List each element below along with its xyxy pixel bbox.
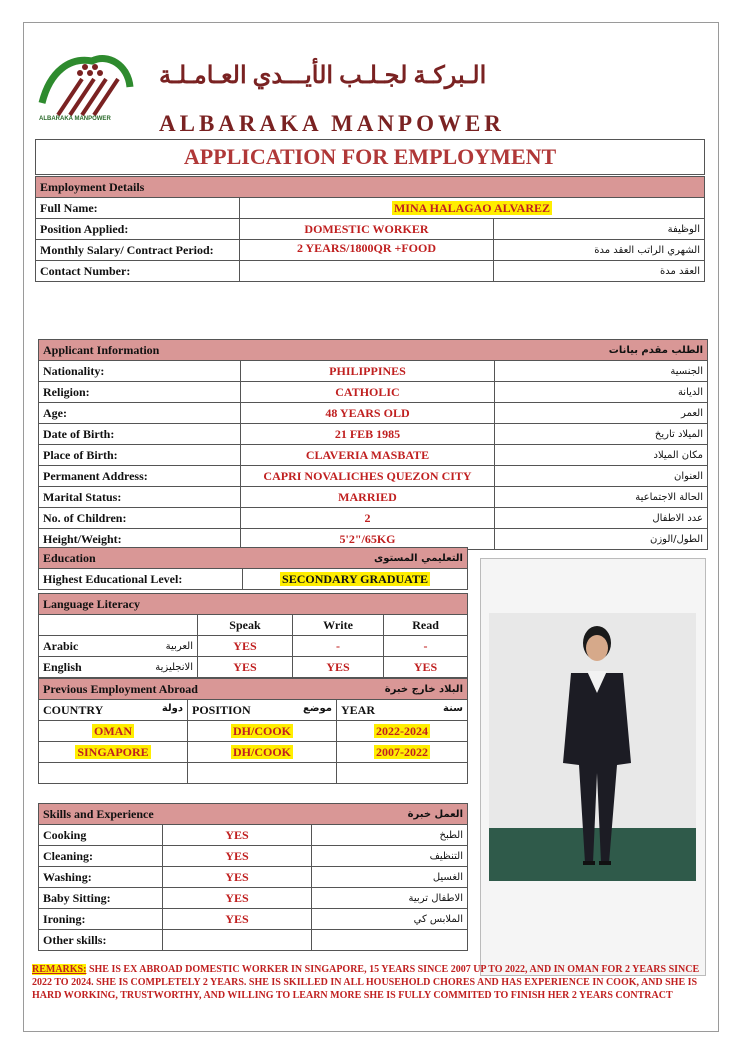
table-row: [39, 742, 468, 763]
salary-value: 2 YEARS/1800QR +FOOD: [240, 240, 494, 261]
year-value: 2007-2022: [337, 742, 468, 763]
country-value: OMAN: [39, 721, 188, 742]
remarks-text: SHE IS EX ABROAD DOMESTIC WORKER IN SINGAPORE, 15 YEARS SINCE 2007 UP TO 2022, AND IN OMAN FOR 2 YEARS SINCE 2022 TO 2024. SHE IS COMPLETELY 2 YEARS. SHE IS SKILLED IN ALL HOUSEHOLD CHORES AND HAS EXPERIENCE IN COOK, AND SHE IS HARD WORKING, TRUSTWORTHY, AND WILLING TO LEARN MORE SHE IS FULLY COMMITED TO FINISH HER 2 YEARS CONTRACT: [32, 964, 700, 1001]
skills-table: [38, 803, 468, 951]
skill-label-ar: الملابس كي: [312, 909, 468, 930]
contact-label: Contact Number:: [36, 261, 240, 282]
skill-value: YES: [163, 825, 312, 846]
row-label-ar: الحالة الاجتماعية: [495, 487, 708, 508]
row-value: 2: [241, 508, 495, 529]
col-year: YEAR سنة: [337, 700, 468, 721]
read-value: YES: [384, 657, 468, 678]
education-heading: Education: [39, 548, 243, 569]
position-label: Position Applied:: [36, 219, 240, 240]
table-row: [39, 382, 708, 403]
row-label-ar: الميلاد تاريخ: [495, 424, 708, 445]
table-row: [39, 636, 468, 657]
table-row: [39, 569, 468, 590]
skill-label-ar: الغسيل: [312, 867, 468, 888]
row-label: Height/Weight:: [39, 529, 241, 550]
skill-value: YES: [163, 867, 312, 888]
position-value: DOMESTIC WORKER: [240, 219, 494, 240]
company-name-english: ALBARAKA MANPOWER: [159, 111, 505, 136]
position-value: DH/COOK: [188, 742, 337, 763]
col-speak: Speak: [198, 615, 293, 636]
language-name: English: [39, 657, 130, 678]
write-value: YES: [292, 657, 383, 678]
company-logo: [36, 43, 136, 119]
country-value: SINGAPORE: [39, 742, 188, 763]
skills-heading: Skills and Experience: [39, 804, 312, 825]
employment-heading: Employment Details: [36, 177, 705, 198]
position-label-ar: الوظيفة: [494, 219, 705, 240]
row-value: 48 YEARS OLD: [241, 403, 495, 424]
row-label-ar: العمر: [495, 403, 708, 424]
table-row: [39, 487, 708, 508]
skills-heading-ar: العمل خبرة: [312, 804, 468, 825]
position-value: DH/COOK: [188, 721, 337, 742]
blank-cell: [337, 763, 468, 784]
row-label-ar: عدد الاطفال: [495, 508, 708, 529]
table-row: [39, 657, 468, 678]
skill-label: Ironing:: [39, 909, 163, 930]
table-row: [36, 219, 705, 240]
table-row: [39, 930, 468, 951]
write-value: -: [292, 636, 383, 657]
language-name-ar: العربية: [129, 636, 198, 657]
full-name-value: MINA HALAGAO ALVAREZ: [240, 198, 705, 219]
table-row: [39, 361, 708, 382]
previous-heading-ar: البلاد خارج خبرة: [337, 679, 468, 700]
skill-value: YES: [163, 846, 312, 867]
table-row: [39, 888, 468, 909]
row-label-ar: العنوان: [495, 466, 708, 487]
col-write: Write: [292, 615, 383, 636]
row-value: MARRIED: [241, 487, 495, 508]
table-row: [39, 867, 468, 888]
row-label: Permanent Address:: [39, 466, 241, 487]
remarks-label: REMARKS:: [32, 964, 87, 975]
blank-cell: [39, 615, 130, 636]
row-label-ar: الطول/الوزن: [495, 529, 708, 550]
col-position: POSITION موضع: [188, 700, 337, 721]
contact-value: [240, 261, 494, 282]
skill-value: [163, 930, 312, 951]
application-sheet: [23, 22, 719, 1032]
row-label-ar: مكان الميلاد: [495, 445, 708, 466]
row-label: Marital Status:: [39, 487, 241, 508]
education-value: SECONDARY GRADUATE: [243, 569, 468, 590]
row-value: 21 FEB 1985: [241, 424, 495, 445]
salary-label: Monthly Salary/ Contract Period:: [36, 240, 240, 261]
row-value: CLAVERIA MASBATE: [241, 445, 495, 466]
row-value: PHILIPPINES: [241, 361, 495, 382]
remarks: [32, 963, 708, 1002]
skill-label: Other skills:: [39, 930, 163, 951]
row-label: No. of Children:: [39, 508, 241, 529]
skill-label: Washing:: [39, 867, 163, 888]
language-name: Arabic: [39, 636, 130, 657]
skill-label-ar: التنظيف: [312, 846, 468, 867]
col-read: Read: [384, 615, 468, 636]
table-row: [39, 403, 708, 424]
row-label-ar: الجنسية: [495, 361, 708, 382]
skill-label-ar: [312, 930, 468, 951]
previous-employment-table: [38, 678, 468, 784]
language-table: [38, 593, 468, 678]
year-value: 2022-2024: [337, 721, 468, 742]
table-row: [39, 445, 708, 466]
skill-label-ar: الاطفال تربية: [312, 888, 468, 909]
table-row: [36, 261, 705, 282]
skill-label: Cleaning:: [39, 846, 163, 867]
row-value: CATHOLIC: [241, 382, 495, 403]
applicant-heading: Applicant Information: [39, 340, 495, 361]
row-value: CAPRI NOVALICHES QUEZON CITY: [241, 466, 495, 487]
table-row: [39, 846, 468, 867]
row-label-ar: الديانة: [495, 382, 708, 403]
table-row: [36, 240, 705, 261]
blank-cell: [129, 615, 198, 636]
applicant-info-table: [38, 339, 708, 550]
employment-details-table: [35, 176, 705, 282]
row-value: 5'2"/65KG: [241, 529, 495, 550]
previous-heading: Previous Employment Abroad: [39, 679, 337, 700]
language-heading: Language Literacy: [39, 594, 468, 615]
table-row: [39, 763, 468, 784]
logo-caption: ALBARAKA MANPOWER: [39, 116, 111, 122]
contact-label-ar: العقد مدة: [494, 261, 705, 282]
table-row: [39, 466, 708, 487]
education-label: Highest Educational Level:: [39, 569, 243, 590]
salary-label-ar: الشهري الراتب العقد مدة: [494, 240, 705, 261]
row-label: Age:: [39, 403, 241, 424]
table-row: [39, 721, 468, 742]
table-row: [39, 825, 468, 846]
speak-value: YES: [198, 657, 293, 678]
language-name-ar: الانجليزية: [129, 657, 198, 678]
applicant-photo: [489, 613, 696, 881]
education-table: [38, 547, 468, 590]
col-country: COUNTRY دولة: [39, 700, 188, 721]
table-row: [39, 615, 468, 636]
skill-value: YES: [163, 909, 312, 930]
table-row: [39, 508, 708, 529]
skill-label: Baby Sitting:: [39, 888, 163, 909]
skill-value: YES: [163, 888, 312, 909]
blank-cell: [188, 763, 337, 784]
row-label: Date of Birth:: [39, 424, 241, 445]
row-label: Religion:: [39, 382, 241, 403]
skill-label: Cooking: [39, 825, 163, 846]
blank-cell: [39, 763, 188, 784]
skill-label-ar: الطبخ: [312, 825, 468, 846]
row-label: Nationality:: [39, 361, 241, 382]
table-row: [36, 198, 705, 219]
table-row: [39, 909, 468, 930]
row-label: Place of Birth:: [39, 445, 241, 466]
table-row: [39, 424, 708, 445]
read-value: -: [384, 636, 468, 657]
education-heading-ar: التعليمي المستوى: [243, 548, 468, 569]
speak-value: YES: [198, 636, 293, 657]
applicant-heading-ar: الطلب مقدم بيانات: [495, 340, 708, 361]
table-row: [39, 700, 468, 721]
company-name-arabic: الـبركـة لجـلـب الأيـــدي العـامـلـة: [159, 63, 487, 89]
full-name-label: Full Name:: [36, 198, 240, 219]
form-title: APPLICATION FOR EMPLOYMENT: [35, 139, 705, 175]
